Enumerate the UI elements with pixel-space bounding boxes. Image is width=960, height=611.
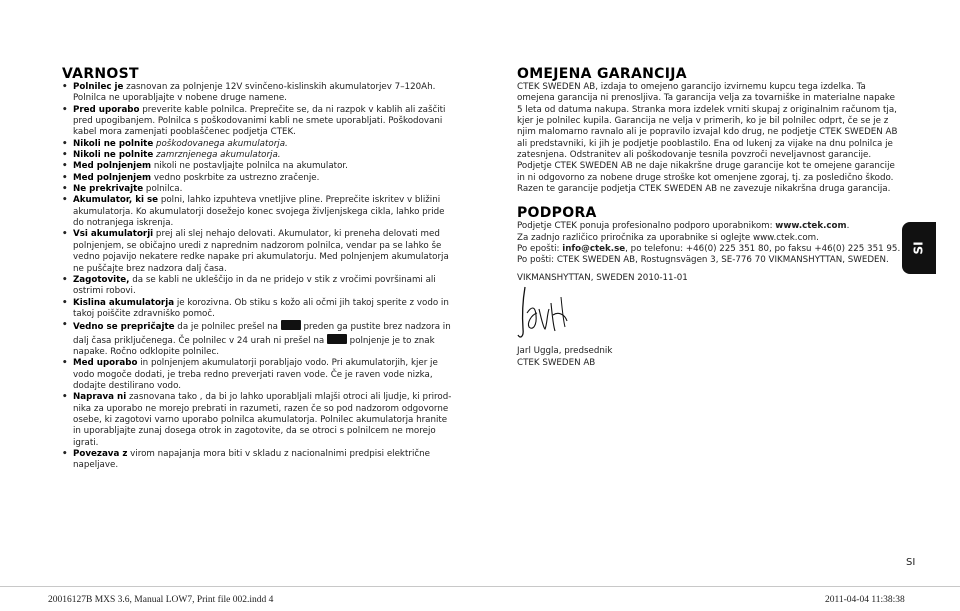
page-language-label: SI bbox=[906, 557, 916, 568]
list-item: • Kislina akumulatorja je korozivna. Ob stiku s kožo ali očmi jih takoj sperite z vodo in takoj poiščite zdravniško pomoč. bbox=[62, 298, 454, 321]
signer-name: Jarl Uggla, predsednik bbox=[517, 346, 613, 357]
maintenance-symbol-icon bbox=[281, 320, 301, 330]
signer-company: CTEK SWEDEN AB bbox=[517, 357, 596, 368]
list-item: • Akumulator, ki se polni, lahko izpuhteva vnetljive pline. Preprečite iskritev v bližini akumulatorja. Ko akumulatorji dosežejo konec svojega življenjskega cikla, lahko pride do notranjega iskrenja. bbox=[62, 195, 454, 229]
support-heading: PODPORA bbox=[517, 205, 597, 222]
list-item: • Nikoli ne polnite poškodovanega akumulatorja. bbox=[62, 139, 454, 150]
safety-heading: VARNOST bbox=[62, 66, 139, 82]
email-link[interactable]: info@ctek.se bbox=[562, 244, 626, 255]
footer-timestamp: 2011-04-04 11:38:38 bbox=[825, 595, 905, 605]
safety-list bbox=[62, 82, 454, 472]
list-item: • Nikoli ne polnite zamrznjenega akumulatorja. bbox=[62, 150, 454, 161]
warranty-text: CTEK SWEDEN AB, izdaja to omejeno garancijo izvirnemu kupcu tega izdelka. Ta omejena garancija ni prenosljiva. Ta garancija velja za tovarniške in materialne napake 5 leta od datuma nakupa. Stranka mora izdelek vrniti skupaj z originalnim računom tja, kjer je polnilec kupila. Garancija ne velja v primerih, ko je bil polnilec odprt, če se je z njim malomarno ravnalo ali je popravilo izvajal kdo drug, ne podjetje CTEK SWEDEN AB ali predstavniki, ki jih je podjetje pooblastilo. Ena od lukenj za vijake na dnu polnilca je zatesnjena. Odstranitev ali poškodovanje tesnila povzroči neveljavnost garancije. Podjetje CTEK SWEDEN AB ne daje nikakršne druge garancije kot te omejene garancije in ni odgovorno za nobene druge stroške kot omenjene zgoraj, tj. za posledično škodo. Razen te garancije podjetja CTEK SWEDEN AB ne zavezuje nikakršna druga garancija. bbox=[517, 82, 898, 195]
list-item: • Med polnjenjem nikoli ne postavljajte polnilca na akumulator. bbox=[62, 161, 454, 172]
support-line: Podjetje CTEK ponuja profesionalno podporo uporabnikom: www.ctek.com. bbox=[517, 221, 850, 232]
list-item: • Pred uporabo preverite kable polnilca. Preprečite se, da ni razpok v kablih ali zaščiti pred upogibanjem. Polnilca s poškodovanimi kabli ne smete uporabljati. Poškodovani kabel mora zamenjati pooblaščenec podjetja CTEK. bbox=[62, 105, 454, 139]
footer-file-info: 20016127B MXS 3.6, Manual LOW7, Print file 002.indd 4 bbox=[48, 595, 274, 605]
list-item: • Zagotovite, da se kabli ne ukleščijo in da ne pridejo v stik z vročimi površinami ali ostrimi robovi. bbox=[62, 275, 454, 298]
list-item: • Vedno se prepričajte da je polnilec prešel na preden ga pustite brez nadzora in dalj časa priključenega. Če polnilec v 24 urah ni prešel na polnjenje je to znak napake. Ročno odklopite polnilec. bbox=[62, 320, 454, 358]
list-item: • Vsi akumulatorji prej ali slej nehajo delovati. Akumulator, ki preneha delovati med polnjenjem, se običajno uredi z naprednim nadzorom polnilca, vendar pa se lahko še vedno pojavijo nekatere redke napake pri akumulatorju. Med polnjenjem akumulatorja ne puščajte brez nadzora dalj časa. bbox=[62, 229, 454, 274]
print-footer bbox=[0, 586, 960, 611]
place-date: VIKMANSHYTTAN, SWEDEN 2010-11-01 bbox=[517, 272, 688, 283]
list-item: • Med polnjenjem vedno poskrbite za ustrezno zračenje. bbox=[62, 173, 454, 184]
language-tab: SI bbox=[902, 222, 936, 274]
warranty-heading: OMEJENA GARANCIJA bbox=[517, 66, 687, 82]
maintenance-symbol-icon bbox=[327, 334, 347, 344]
list-item: • Ne prekrivajte polnilca. bbox=[62, 184, 454, 195]
support-line: Za zadnjo različico priročnika za uporabnike si oglejte www.ctek.com. bbox=[517, 232, 819, 243]
list-item: • Polnilec je zasnovan za polnjenje 12V svinčeno-kislinskih akumulatorjev 7–120Ah. Polnilca ne uporabljajte v nobene druge namene. bbox=[62, 82, 454, 105]
list-item: • Naprava ni zasnovana tako , da bi jo lahko uporabljali mlajši otroci ali ljudje, ki prirod-nika za uporabo ne morejo prebrati in razumeti, razen če so pod nadzorom odgovorne osebe, ki zagotovi varno uporabo polnilca akumulatorja. Polnilec akumulatorja hranite in uporabljajte zunaj dosega otrok in zagotovite, da se otroci s polnilcem ne morejo igrati. bbox=[62, 392, 454, 449]
list-item: • Med uporabo in polnjenjem akumulatorji porabljajo vodo. Pri akumulatorjih, kjer je vodo mogoče dodati, je treba redno preverjati raven vode. Če je raven vode nizka, dodajte destilirano vodo. bbox=[62, 358, 454, 392]
signature-icon bbox=[517, 285, 577, 343]
support-line: Po epošti: info@ctek.se, po telefonu: +46(0) 225 351 80, po faksu +46(0) 225 351 95. bbox=[517, 244, 901, 255]
list-item: • Povezava z virom napajanja mora biti v skladu z nacionalnimi predpisi električne napeljave. bbox=[62, 449, 454, 472]
website-link[interactable]: www.ctek.com bbox=[775, 221, 847, 232]
safety-section bbox=[62, 66, 454, 472]
support-line: Po pošti: CTEK SWEDEN AB, Rostugnsvägen 3, SE-776 70 VIKMANSHYTTAN, SWEDEN. bbox=[517, 255, 889, 266]
